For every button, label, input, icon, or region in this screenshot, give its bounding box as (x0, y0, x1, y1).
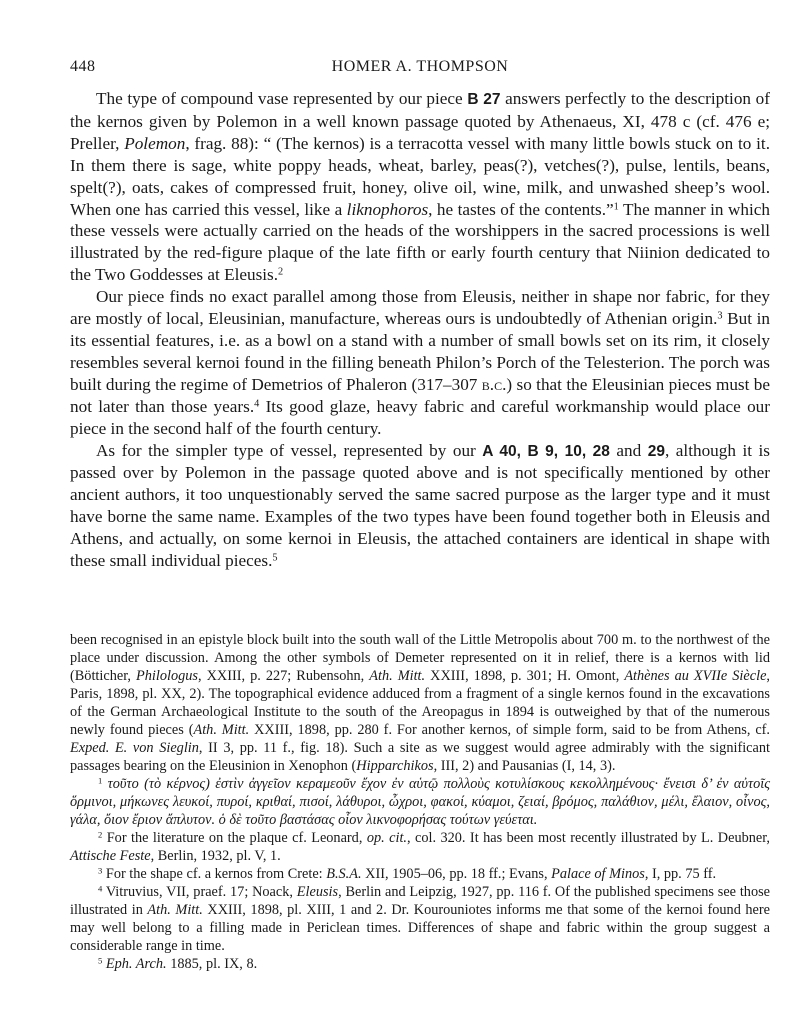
text-span: been recognised in an epistyle block built into the south wall of the Little Metropolis about 700 m. to the northwest of the place under discussion. Among the other symbols of Demeter represented on it in relief, there is a kernos with lid (Bötticher, (70, 632, 770, 684)
italic-title: Ath. Mitt. (193, 722, 250, 738)
text-span: For the shape cf. a kernos from Crete: (102, 866, 327, 882)
text-span: The type of compound vase represented by our piece (96, 89, 468, 108)
footnote-marker: 4 (254, 398, 260, 410)
running-title: HOMER A. THOMPSON (331, 58, 509, 75)
catalogue-ref: 29 (647, 442, 665, 460)
italic-title: Philologus (136, 668, 198, 684)
text-span: , Berlin, 1932, pl. V, 1. (150, 848, 281, 864)
text-span: , col. 320. It has been most recently illustrated by L. Deubner, (407, 830, 770, 846)
italic-title: Ath. Mitt. (369, 668, 426, 684)
footnote-2 (70, 829, 770, 865)
text-span: answers perfectly to the description of the kernos given by Polemon in a well known passage quoted by Athenaeus, XI, 478 c (cf. 476 e; Preller, (70, 89, 770, 153)
italic-title: Attische Feste (70, 848, 151, 864)
paragraph-3 (70, 440, 770, 572)
text-span: , although it is passed over by Polemon in the passage quoted above and is not specifically mentioned by other ancient authors, it too unquestionably served the same sacred purpose as the larger type and it must have borne the same name. Examples of the two types have been found together both in Eleusis and Athens, and actually, on some kernoi in Eleusis, the attached containers are identical in shape with these small individual pieces. (70, 440, 770, 571)
text-span: Its good glaze, heavy fabric and careful workmanship would place our piece in the second half of the fourth century. (70, 396, 770, 438)
italic-title: B.S.A. (326, 866, 362, 882)
text-span: XXIII, 1898, p. 301; H. Omont, (425, 668, 625, 684)
paragraph-2 (70, 286, 770, 439)
paragraph-1 (70, 88, 770, 286)
footnote-number: 1 (98, 775, 103, 786)
text-span: , I, pp. 75 ff. (644, 866, 717, 882)
text-span: , he tastes of the contents.” (428, 199, 614, 219)
text-span: For the literature on the plaque cf. Leonard, (102, 830, 367, 846)
footnote-number: 4 (98, 883, 103, 894)
footnote-1 (70, 775, 770, 829)
text-span: , Berlin and Leipzig, 1927, pp. 116 f. Of the published specimens see those illustrated in (70, 884, 770, 918)
text-span: , Paris, 1898, pl. XX, 2). The topographical evidence adduced from a fragment of a single kernos found in the excavations of the German Archaeological Institute to the south of the Areopagus in 1894 is outweighed by that of the numerous newly found pieces ( (70, 668, 770, 738)
italic-title: Eph. Arch. (105, 956, 167, 972)
text-span: Vitruvius, VII, praef. 17; Noack, (102, 884, 297, 900)
footnote-number: 3 (98, 865, 103, 876)
italic-title: Athènes au XVIIe Siècle (624, 668, 767, 684)
small-caps: b.c. (481, 374, 507, 394)
italic-title: Exped. E. von Sieglin (70, 740, 199, 756)
footnote-marker: 3 (717, 310, 723, 322)
text-span: , XXIII, p. 227; Rubensohn, (197, 668, 370, 684)
footnote-3 (70, 865, 770, 883)
text-span: As for the simpler type of vessel, represented by our (96, 440, 483, 460)
text-span: XXIII, 1898, pl. XIII, 1 and 2. Dr. Kourouniotes informs me that some of the kernoi found here may well belong to a filling made in Periclean times. Differences of shape and fabric within the group suggest a considerable range in time. (70, 902, 771, 954)
text-span: XII, 1905–06, pp. 18 ff.; Evans, (361, 866, 552, 882)
footnote-number: 5 (98, 955, 103, 966)
greek-quote: τοῦτο (τὸ κέρνος) ἐστὶν ἀγγεῖον κεραμεοῦν ἔχον ἐν αὑτῷ πολλοὺς κοτυλίσκους κεκολλημένους· ἔνεισι δ’ ἐν αὐτοῖς ὅρμινοι, μήκωνες λευκοί, πυροί, κριθαί, πισοί, λάθυροι, ὦχροι, φακοί, κύαμοι, ζειαί, βρόμος, παλάθιον, μέλι, ἔλαιον, οἶνος, γάλα, ὄιον ἔριον ἄπλυτον. ὁ δὲ τοῦτο βαστάσας οἷον λικνοφορήσας τούτων γεύεται. (70, 776, 771, 828)
page-number: 448 (70, 58, 96, 75)
italic-term: op. cit. (366, 830, 408, 846)
footnote-marker: 2 (278, 266, 284, 278)
text-span: and (609, 440, 648, 460)
italic-term: liknophoros (346, 199, 429, 219)
text-span: , II 3, pp. 11 f., fig. 18). Such a site as we suggest would agree admirably with the significant passages bearing on the Eleusinion in Xenophon ( (70, 740, 770, 774)
footnote-4 (70, 883, 770, 955)
text-span: 1885, pl. IX, 8. (166, 956, 258, 972)
footnote-marker: 1 (613, 200, 619, 212)
italic-title: Palace of Minos (551, 866, 645, 882)
text-span: The manner in which these vessels were actually carried on the heads of the worshippers in the sacred processions is well illustrated by the red-figure plaque of the late fifth or early fourth century that Niinion dedicated to the Two Goddesses at Eleusis. (70, 199, 770, 285)
text-span: , III, 2) and Pausanias (I, 14, 3). (433, 758, 616, 774)
text-span: But in its essential features, i.e. as a bowl on a stand with a number of small bowls set on its rim, it closely resembles several kernoi found in the filling beneath Philon’s Porch of the Telesterion. The porch was built during the regime of Demetrios of Phaleron (317–307 (70, 309, 771, 394)
footnotes (70, 631, 770, 973)
text-span: XXIII, 1898, pp. 280 f. For another kernos, of simple form, said to be from Athens, cf. (249, 722, 771, 738)
italic-title: Eleusis (296, 884, 339, 900)
text-span: , frag. 88): “ (The kernos) is a terracotta vessel with many little bowls stuck on to it. In them there is sage, white poppy heads, wheat, barley, peas(?), vetches(?), pulse, lentils, beans, spelt(?), oats, cakes of compressed fruit, honey, olive oil, wine, milk, and unwashed sheep’s wool. When one has carried this vessel, like a (70, 133, 770, 219)
main-text (70, 88, 770, 572)
footnote-5 (70, 955, 770, 973)
footnote-marker: 5 (272, 552, 278, 564)
italic-title: Polemon (124, 133, 186, 153)
italic-title: Hipparchikos (356, 758, 434, 774)
catalogue-ref: A 40, B 9, 10, 28 (482, 442, 610, 460)
text-span: ) so that the Eleusinian pieces must be not later than those years. (70, 374, 771, 416)
text-span: Our piece finds no exact parallel among those from Eleusis, neither in shape nor fabric, for they are mostly of local, Eleusinian, manufacture, whereas ours is undoubtedly of Athenian origin. (70, 287, 770, 329)
page-header (70, 58, 770, 82)
footnote-continuation (70, 631, 770, 775)
footnote-number: 2 (98, 829, 103, 840)
catalogue-ref: B 27 (467, 91, 501, 108)
italic-title: Ath. Mitt. (147, 902, 203, 918)
